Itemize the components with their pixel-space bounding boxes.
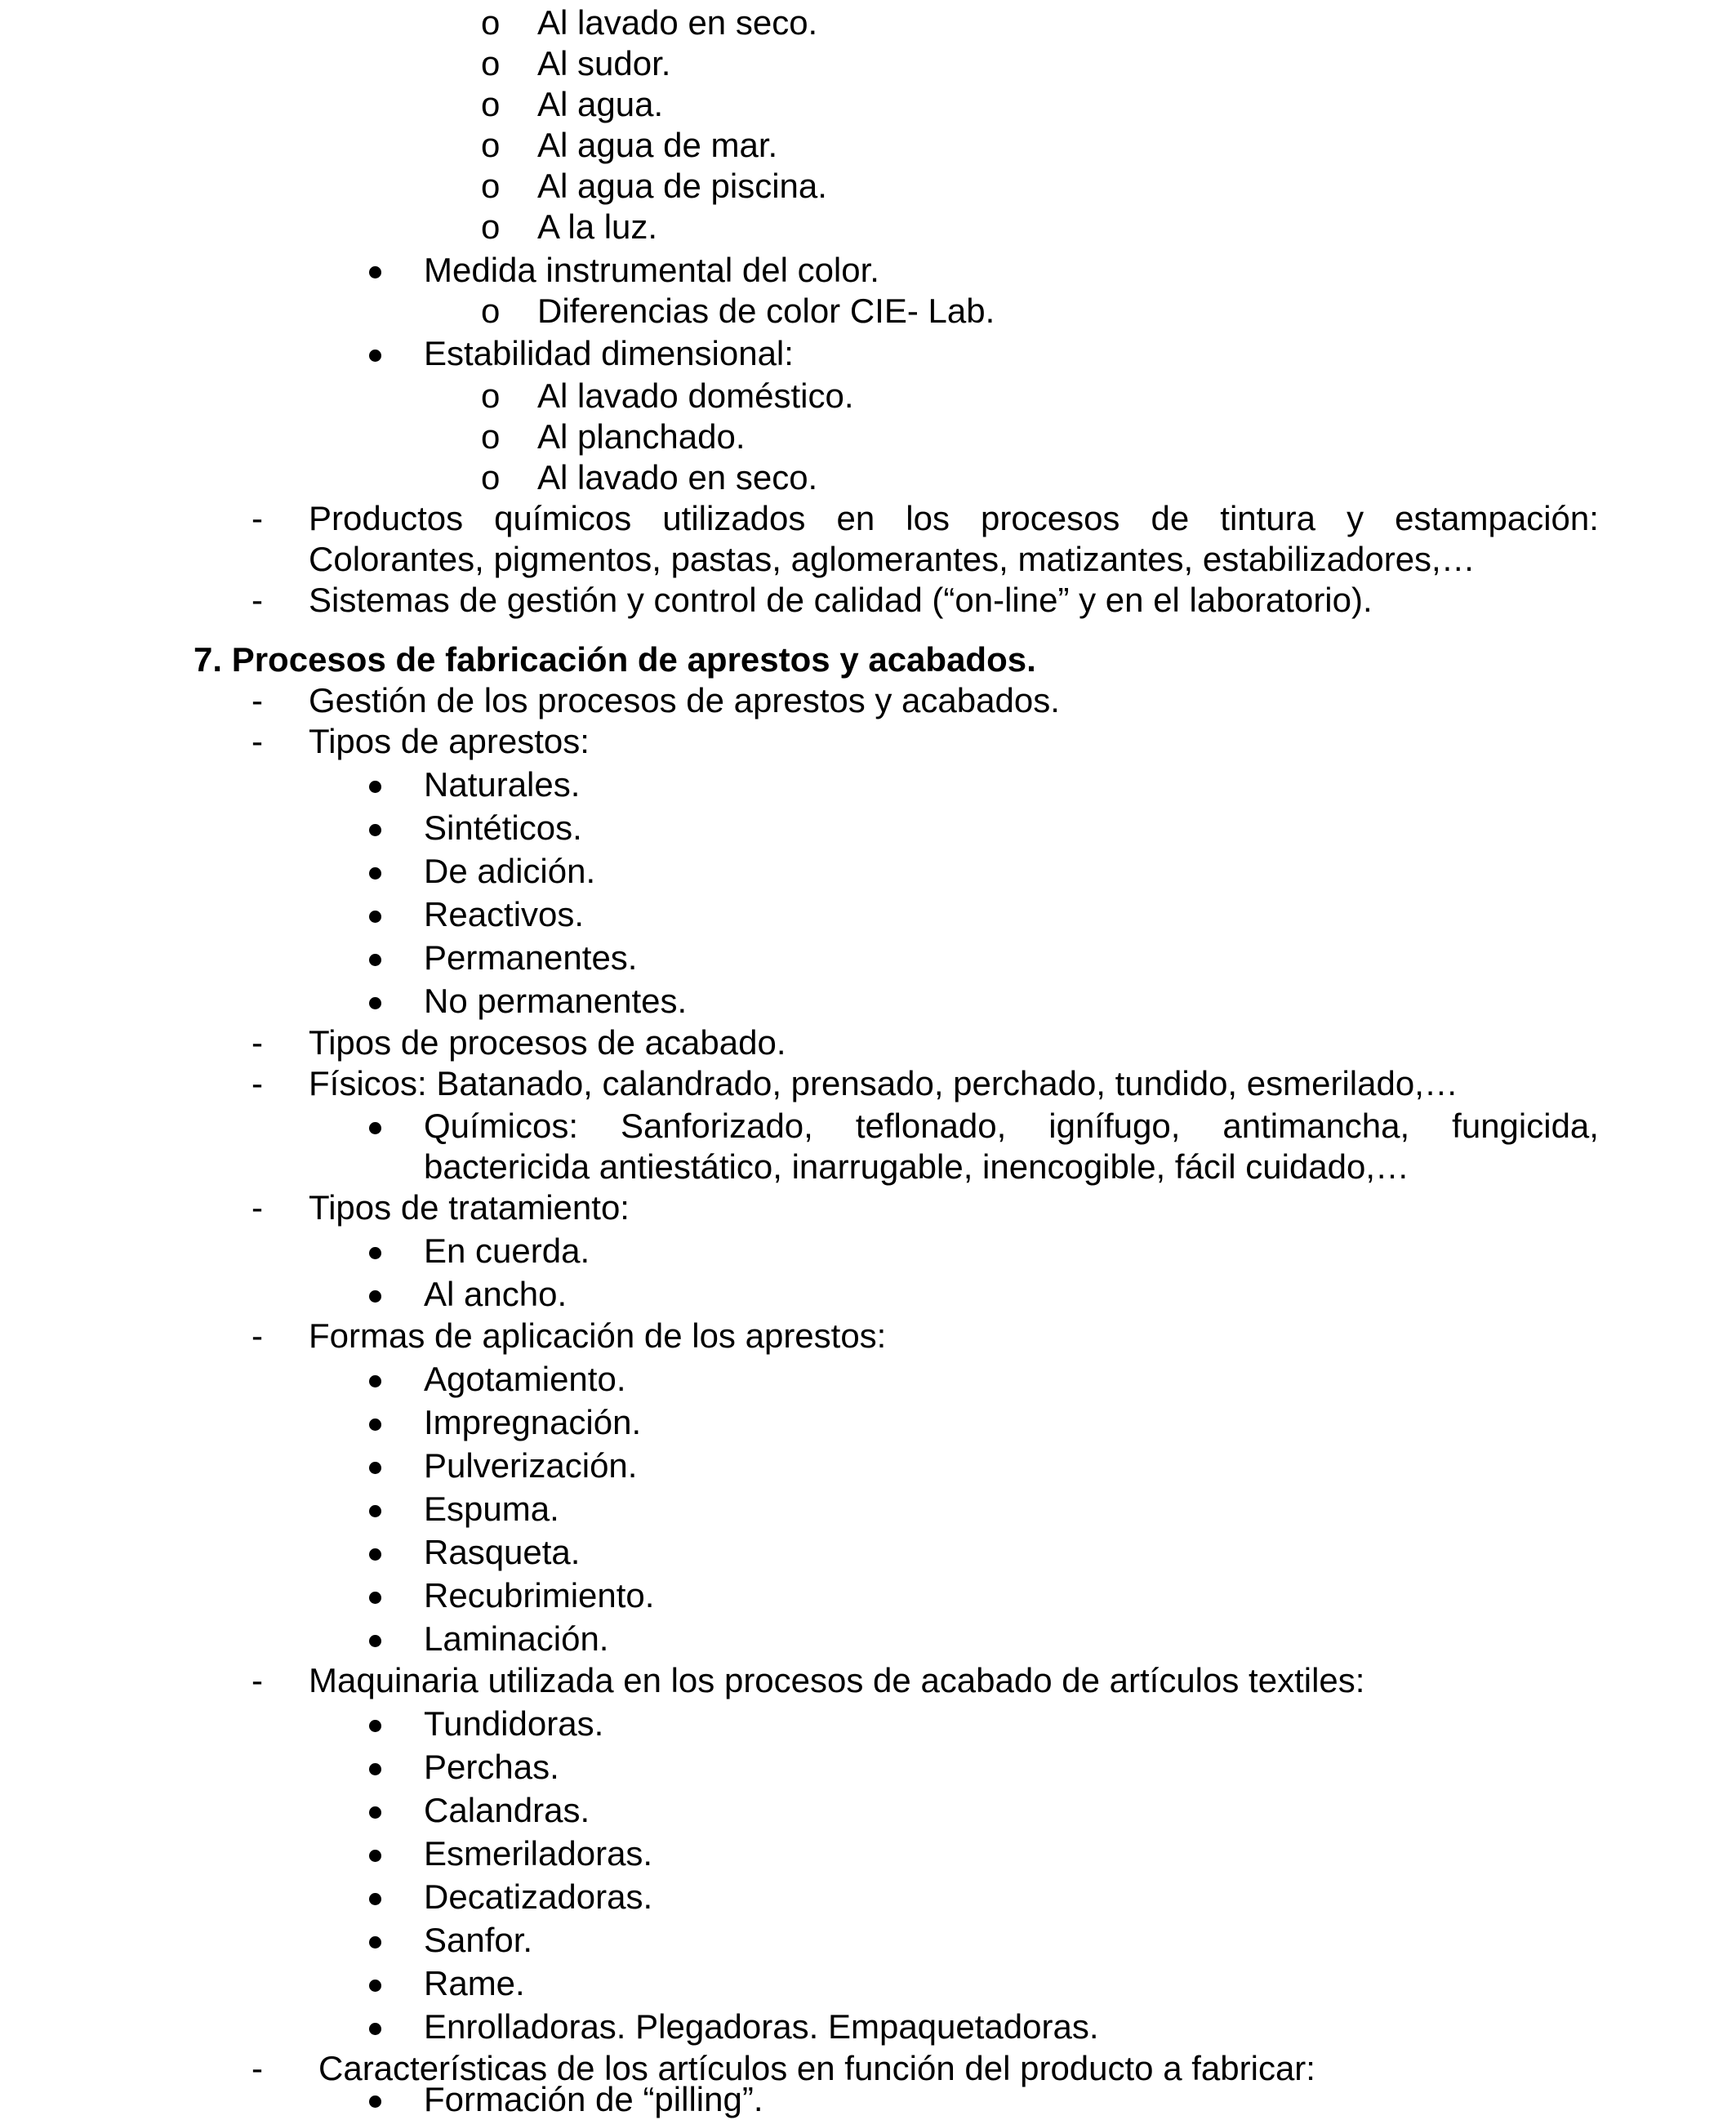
list-item: Enrolladoras. Plegadoras. Empaquetadoras.	[424, 2007, 1099, 2046]
sub-marker: o	[481, 417, 501, 456]
bullet	[369, 911, 381, 923]
sub-marker: o	[481, 3, 501, 42]
dash-marker: -	[251, 722, 263, 760]
bullet	[369, 266, 381, 278]
bullet	[369, 2096, 381, 2108]
list-item: Tipos de procesos de acabado.	[309, 1023, 786, 1062]
justified-line	[309, 498, 1599, 539]
sub-item: Al sudor.	[537, 44, 671, 82]
dash-marker: -	[251, 1316, 263, 1355]
list-item: Permanentes.	[424, 938, 638, 977]
dash-marker: -	[251, 1064, 263, 1102]
bullet	[369, 1980, 381, 1992]
bullet	[369, 1720, 381, 1732]
list-item: Esmeriladoras.	[424, 1834, 653, 1873]
bullet	[369, 1850, 381, 1862]
bullet	[369, 1763, 381, 1775]
word: los	[906, 499, 950, 537]
sub-marker: o	[481, 126, 501, 164]
list-item: Medida instrumental del color.	[424, 251, 879, 289]
bullet	[369, 1505, 381, 1517]
list-item: Rasqueta.	[424, 1533, 581, 1571]
sub-item: Al planchado.	[537, 417, 746, 456]
list-item: Rame.	[424, 1964, 525, 2002]
list-item: Tipos de tratamiento:	[309, 1188, 630, 1227]
sub-marker: o	[481, 85, 501, 123]
bullet	[369, 1122, 381, 1134]
bullet	[369, 1806, 381, 1819]
list-item: Sanfor.	[424, 1921, 533, 1959]
dash-marker: -	[251, 1188, 263, 1227]
word: Químicos:	[424, 1107, 579, 1145]
word: en	[836, 499, 875, 537]
list-item-continuation: Colorantes, pigmentos, pastas, aglomerantes, matizantes, estabilizadores,…	[309, 540, 1476, 578]
list-item: Recubrimiento.	[424, 1576, 655, 1614]
bullet	[369, 1419, 381, 1431]
dash-marker: -	[251, 1661, 263, 1699]
bullet	[369, 2023, 381, 2035]
list-item: Características de los artículos en función del producto a fabricar:	[318, 2049, 1315, 2087]
list-item: De adición.	[424, 852, 596, 890]
sub-item: Diferencias de color CIE- Lab.	[537, 292, 995, 330]
list-item-continuation: bactericida antiestático, inarrugable, inencogible, fácil cuidado,…	[424, 1147, 1410, 1186]
bullet	[369, 350, 381, 362]
list-item: No permanentes.	[424, 982, 688, 1020]
list-item: Perchas.	[424, 1748, 559, 1786]
bullet	[369, 824, 381, 836]
word: fungicida,	[1452, 1107, 1599, 1145]
list-item: Formas de aplicación de los aprestos:	[309, 1316, 887, 1355]
word: ignífugo,	[1048, 1107, 1181, 1145]
list-item: Naturales.	[424, 765, 581, 804]
list-item: Maquinaria utilizada en los procesos de acabado de artículos textiles:	[309, 1661, 1365, 1699]
word: tintura	[1220, 499, 1316, 537]
bullet	[369, 1635, 381, 1647]
bullet	[369, 1375, 381, 1387]
word: químicos	[494, 499, 632, 537]
dash-marker: -	[251, 581, 263, 619]
list-item: Formación de “pilling”.	[424, 2080, 763, 2118]
bullet	[369, 781, 381, 793]
bullet	[369, 1462, 381, 1474]
bullet	[369, 954, 381, 966]
list-item: Reactivos.	[424, 895, 585, 933]
word: utilizados	[662, 499, 806, 537]
list-item: Espuma.	[424, 1490, 559, 1528]
justified-line	[424, 1106, 1599, 1147]
list-item: Pulverización.	[424, 1446, 638, 1485]
word: teflonado,	[855, 1107, 1007, 1145]
sub-marker: o	[481, 292, 501, 330]
bullet	[369, 1592, 381, 1604]
list-item: Impregnación.	[424, 1403, 642, 1441]
bullet	[369, 867, 381, 880]
list-item: Agotamiento.	[424, 1360, 626, 1398]
word: procesos	[981, 499, 1120, 537]
bullet	[369, 997, 381, 1009]
sub-item: Al agua de piscina.	[537, 167, 827, 205]
list-item: Calandras.	[424, 1791, 590, 1829]
word: y	[1347, 499, 1364, 537]
list-item: En cuerda.	[424, 1231, 590, 1270]
sub-item: Al lavado en seco.	[537, 458, 818, 497]
list-item: Tundidoras.	[424, 1704, 604, 1743]
list-item: Decatizadoras.	[424, 1877, 653, 1916]
sub-marker: o	[481, 207, 501, 246]
list-item: Tipos de aprestos:	[309, 722, 590, 760]
section-heading: 7. Procesos de fabricación de aprestos y acabados.	[194, 640, 1036, 679]
word: antimancha,	[1222, 1107, 1410, 1145]
dash-marker: -	[251, 499, 263, 537]
bullet	[369, 1893, 381, 1905]
sub-item: Al agua.	[537, 85, 664, 123]
bullet	[369, 1290, 381, 1303]
sub-marker: o	[481, 44, 501, 82]
word: Productos	[309, 499, 464, 537]
list-item: Sistemas de gestión y control de calidad (“on-line” y en el laboratorio).	[309, 581, 1373, 619]
word: estampación:	[1395, 499, 1599, 537]
bullet	[369, 1247, 381, 1259]
sub-item: Al lavado doméstico.	[537, 376, 854, 415]
sub-marker: o	[481, 376, 501, 415]
sub-marker: o	[481, 458, 501, 497]
list-item: Sintéticos.	[424, 808, 582, 847]
list-item: Al ancho.	[424, 1275, 568, 1313]
bullet	[369, 1548, 381, 1561]
list-item: Físicos: Batanado, calandrado, prensado, perchado, tundido, esmerilado,…	[309, 1064, 1458, 1102]
sub-item: Al lavado en seco.	[537, 3, 818, 42]
sub-marker: o	[481, 167, 501, 205]
dash-marker: -	[251, 1023, 263, 1062]
list-item: Estabilidad dimensional:	[424, 334, 794, 372]
list-item: Gestión de los procesos de aprestos y acabados.	[309, 681, 1060, 719]
list-item: Laminación.	[424, 1619, 609, 1658]
dash-marker: -	[251, 2049, 263, 2087]
sub-item: A la luz.	[537, 207, 658, 246]
word: de	[1151, 499, 1190, 537]
word: Sanforizado,	[621, 1107, 813, 1145]
dash-marker: -	[251, 681, 263, 719]
sub-item: Al agua de mar.	[537, 126, 778, 164]
bullet	[369, 1936, 381, 1949]
